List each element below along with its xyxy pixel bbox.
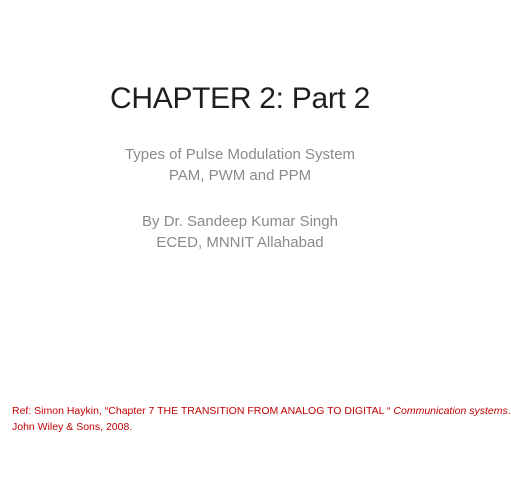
reference-line-1 bbox=[12, 403, 511, 419]
author-affiliation: ECED, MNNIT Allahabad bbox=[156, 234, 324, 251]
subtitle-line-1: Types of Pulse Modulation System bbox=[124, 146, 356, 163]
reference-note bbox=[12, 403, 511, 435]
subtitle-line-2: PAM, PWM and PPM bbox=[168, 167, 312, 184]
author-name: By Dr. Sandeep Kumar Singh bbox=[142, 213, 338, 230]
reference-period: . bbox=[507, 405, 511, 417]
slide-title: CHAPTER 2: Part 2 bbox=[110, 82, 370, 115]
reference-line-2: John Wiley & Sons, 2008. bbox=[12, 421, 133, 433]
reference-book-title: Communication systems bbox=[393, 405, 508, 417]
author-block bbox=[0, 211, 480, 253]
reference-prefix: Ref: Simon Haykin, “Chapter 7 THE TRANSITION FROM ANALOG TO DIGITAL “ bbox=[12, 405, 394, 417]
slide-subtitle bbox=[0, 144, 480, 186]
